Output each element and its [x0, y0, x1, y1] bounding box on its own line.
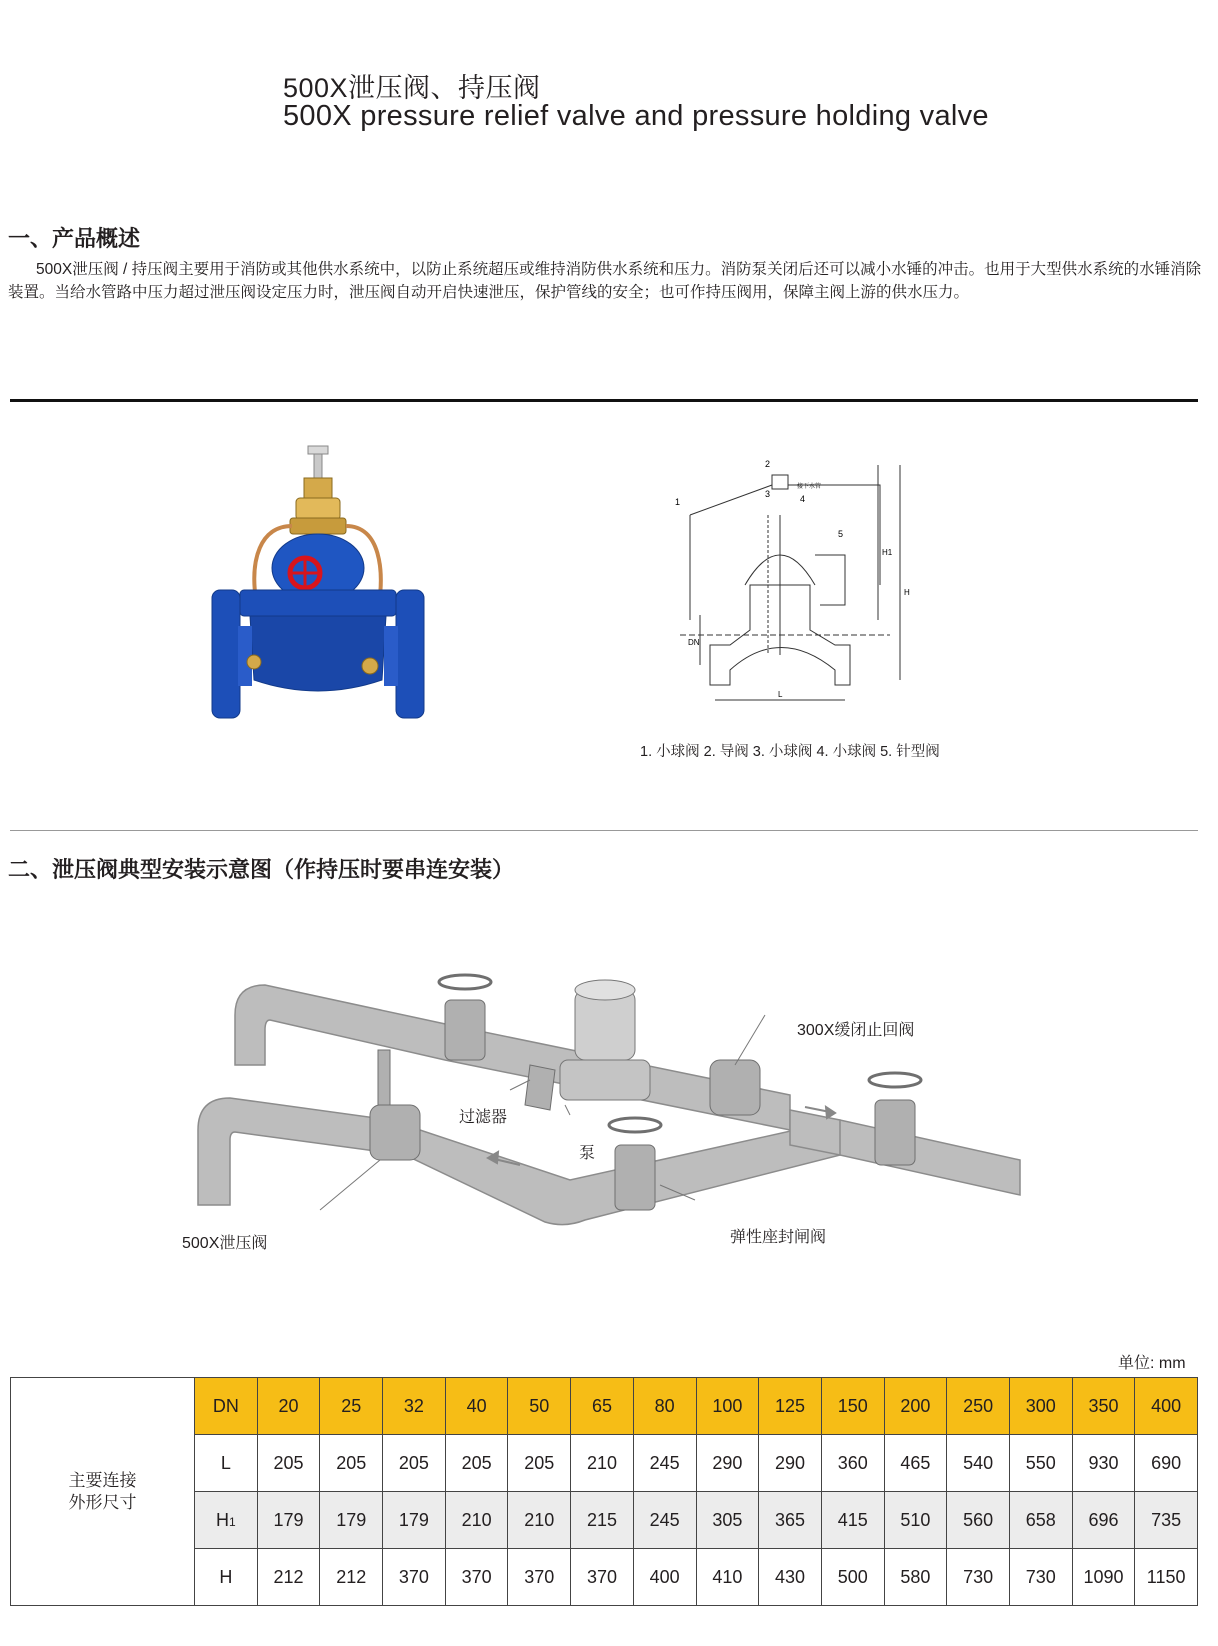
table-cell: 690 — [1135, 1435, 1198, 1492]
table-cell: 550 — [1009, 1435, 1072, 1492]
drawing-label-h1: H1 — [882, 548, 893, 557]
table-cell: 245 — [633, 1492, 696, 1549]
table-cell: 365 — [759, 1492, 822, 1549]
drawing-label-4: 4 — [800, 494, 806, 504]
table-cell: 430 — [759, 1549, 822, 1606]
table-cell: 210 — [571, 1435, 634, 1492]
table-cell: 415 — [821, 1492, 884, 1549]
table-cell: 360 — [821, 1435, 884, 1492]
header-cell: 150 — [821, 1378, 884, 1435]
drawing-label-dn: DN — [688, 638, 700, 647]
table-cell: 370 — [383, 1549, 446, 1606]
table-cell: 205 — [383, 1435, 446, 1492]
header-cell: 125 — [759, 1378, 822, 1435]
table-cell: 210 — [445, 1492, 508, 1549]
drawing-label-2: 2 — [765, 459, 771, 469]
header-cell: 32 — [383, 1378, 446, 1435]
header-cell: 350 — [1072, 1378, 1135, 1435]
drawing-label-3: 3 — [765, 489, 771, 499]
callout-gate-valve: 弹性座封闸阀 — [728, 1224, 828, 1247]
table-cell: 510 — [884, 1492, 947, 1549]
table-cell: 215 — [571, 1492, 634, 1549]
table-cell: 1090 — [1072, 1549, 1135, 1606]
table-cell: 1150 — [1135, 1549, 1198, 1606]
table-cell: 179 — [257, 1492, 320, 1549]
table-cell: 205 — [508, 1435, 571, 1492]
drawing-legend: 1. 小球阀 2. 导阀 3. 小球阀 4. 小球阀 5. 针型阀 — [640, 744, 940, 760]
header-cell: 25 — [320, 1378, 383, 1435]
row-label-l: L — [195, 1435, 258, 1492]
table-cell: 560 — [947, 1492, 1010, 1549]
unit-label: 单位: mm — [1118, 1355, 1186, 1372]
table-cell: 179 — [320, 1492, 383, 1549]
table-cell: 370 — [445, 1549, 508, 1606]
table-cell: 410 — [696, 1549, 759, 1606]
table-cell: 179 — [383, 1492, 446, 1549]
table-cell: 205 — [320, 1435, 383, 1492]
table-cell: 735 — [1135, 1492, 1198, 1549]
header-cell: 300 — [1009, 1378, 1072, 1435]
callout-check-valve: 300X缓闭止回阀 — [795, 1017, 916, 1040]
header-cell: 100 — [696, 1378, 759, 1435]
drain-label: 接下水管 — [797, 483, 822, 490]
valve-product-image — [210, 440, 440, 760]
row-label-h1: H1 — [195, 1492, 258, 1549]
pump-icon — [560, 980, 650, 1100]
table-cell: 730 — [947, 1549, 1010, 1606]
callout-filter: 过滤器 — [457, 1104, 509, 1127]
section-installation-heading: 二、泄压阀典型安装示意图（作持压时要串连安装） — [8, 857, 515, 882]
table-cell: 212 — [320, 1549, 383, 1606]
header-cell: 65 — [571, 1378, 634, 1435]
table-cell: 210 — [508, 1492, 571, 1549]
drawing-label-1: 1 — [675, 497, 681, 507]
header-cell: 200 — [884, 1378, 947, 1435]
table-cell: 205 — [445, 1435, 508, 1492]
table-cell: 212 — [257, 1549, 320, 1606]
drawing-label-h: H — [904, 588, 910, 597]
row-group-label: 主要连接 外形尺寸 — [11, 1378, 195, 1606]
table-cell: 580 — [884, 1549, 947, 1606]
table-cell: 290 — [696, 1435, 759, 1492]
table-cell: 370 — [571, 1549, 634, 1606]
page-title-cn: 500X泄压阀、持压阀 — [283, 73, 541, 103]
header-cell: 20 — [257, 1378, 320, 1435]
table-cell: 305 — [696, 1492, 759, 1549]
table-cell: 290 — [759, 1435, 822, 1492]
table-cell: 245 — [633, 1435, 696, 1492]
overview-text: 500X泄压阀 / 持压阀主要用于消防或其他供水系统中，以防止系统超压或维持消防供水系统和压力。消防泵关闭后还可以减小水锤的冲击。也用于大型供水系统的水锤消除装置。当给水管路中压力超过泄压阀设定压力时，泄压阀自动开启快速泄压，保护管线的安全；也可作持压阀用，保障主阀上游的供水压力。 — [8, 261, 1202, 301]
header-cell: 80 — [633, 1378, 696, 1435]
header-cell: 250 — [947, 1378, 1010, 1435]
table-cell: 696 — [1072, 1492, 1135, 1549]
table-cell: 540 — [947, 1435, 1010, 1492]
valve-section-drawing — [660, 455, 930, 720]
installation-diagram — [190, 970, 1030, 1270]
table-cell: 370 — [508, 1549, 571, 1606]
table-cell: 500 — [821, 1549, 884, 1606]
table-cell: 400 — [633, 1549, 696, 1606]
header-cell: 400 — [1135, 1378, 1198, 1435]
table-cell: 465 — [884, 1435, 947, 1492]
section-divider — [10, 399, 1198, 402]
drawing-label-5: 5 — [838, 529, 844, 539]
table-header-row — [11, 1378, 1198, 1435]
section-divider-thin — [10, 830, 1198, 831]
header-cell: DN — [195, 1378, 258, 1435]
table-cell: 658 — [1009, 1492, 1072, 1549]
callout-relief-valve: 500X泄压阀 — [180, 1230, 269, 1253]
section-overview-heading: 一、产品概述 — [8, 226, 141, 251]
table-cell: 205 — [257, 1435, 320, 1492]
drawing-label-l: L — [778, 690, 783, 699]
row-label-h: H — [195, 1549, 258, 1606]
page-title-en: 500X pressure relief valve and pressure holding valve — [283, 100, 989, 132]
callout-pump: 泵 — [577, 1140, 597, 1163]
header-cell: 50 — [508, 1378, 571, 1435]
dimension-table — [10, 1377, 1198, 1606]
table-cell: 930 — [1072, 1435, 1135, 1492]
table-cell: 730 — [1009, 1549, 1072, 1606]
header-cell: 40 — [445, 1378, 508, 1435]
